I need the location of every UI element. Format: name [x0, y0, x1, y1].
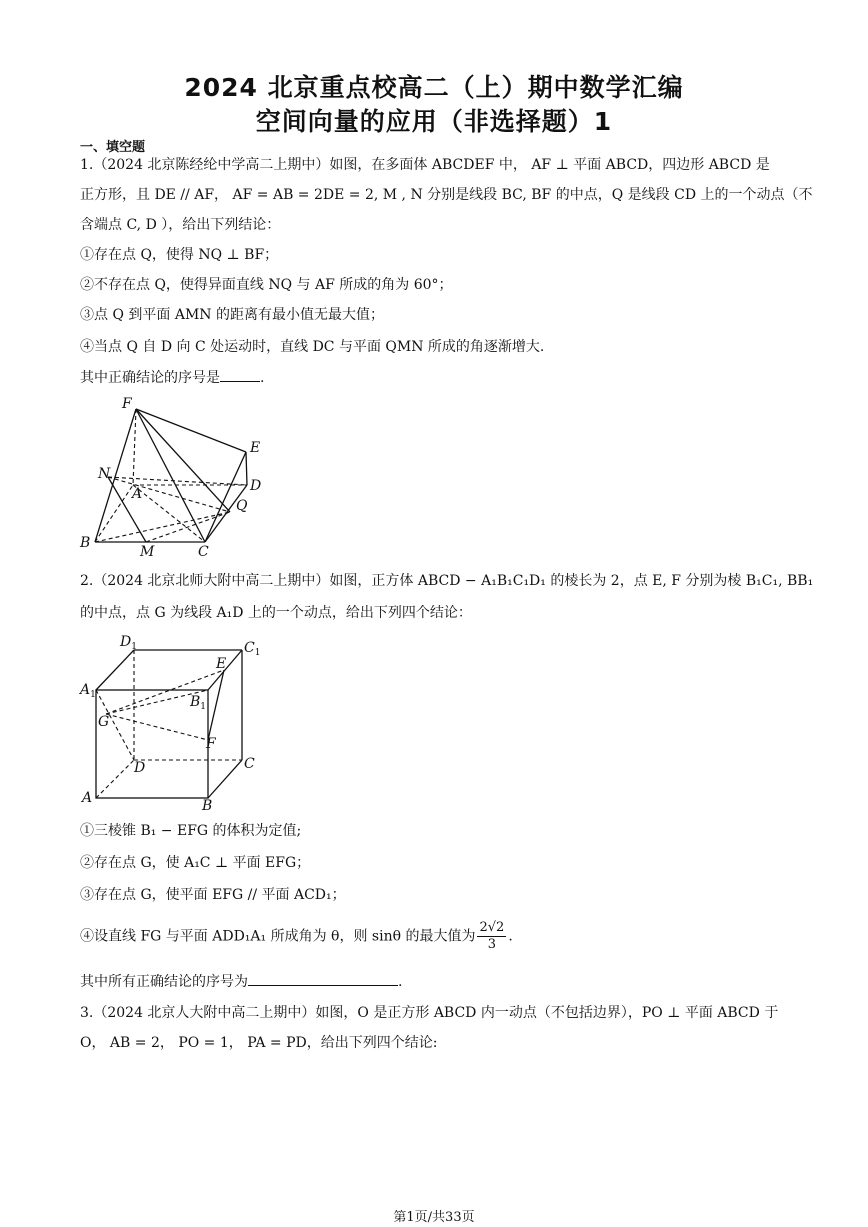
label-Q: Q [236, 498, 248, 514]
q1-line1: 1.（2024 北京陈经纶中学高二上期中）如图，在多面体 ABCDEF 中， AF ⊥ 平面 ABCD，四边形 ABCD 是 [80, 157, 770, 173]
q2-ask-text: 其中所有正确结论的序号为 [80, 974, 248, 990]
label-E: E [216, 656, 227, 672]
label-D: D [134, 760, 146, 776]
label-C: C [198, 544, 209, 560]
label-N: N [98, 466, 111, 482]
answer-blank [248, 972, 398, 986]
label-A: A [82, 790, 93, 806]
label-C1: $C_1$ [244, 640, 261, 658]
q2-line2: 的中点，点 G 为线段 A₁D 上的一个动点，给出下列四个结论： [80, 605, 472, 621]
label-C: C [244, 756, 255, 772]
fraction [477, 920, 506, 953]
q3-line1: 3.（2024 北京人大附中高二上期中）如图，O 是正方形 ABCD 内一动点（不包括边界），PO ⊥ 平面 ABCD 于 [80, 1005, 779, 1021]
label-F: F [206, 736, 216, 752]
q3-line2: O， AB = 2， PO = 1， PA = PD，给出下列四个结论: [80, 1035, 438, 1051]
label-M: M [140, 544, 155, 560]
label-F: F [122, 396, 132, 412]
q1-line3: 含端点 C, D ），给出下列结论： [80, 217, 281, 233]
q2-item4-text: ④设直线 FG 与平面 ADD₁A₁ 所成角为 θ，则 sinθ 的最大值为 [80, 928, 476, 945]
label-B: B [202, 798, 213, 814]
q2-item2: ②存在点 G，使 A₁C ⊥ 平面 EFG； [80, 855, 311, 871]
document-title-line1: 2024 北京重点校高二（上）期中数学汇编 [184, 73, 684, 102]
label-A1: $A_1$ [80, 682, 96, 700]
q1-ask-text: 其中正确结论的序号是 [80, 370, 220, 386]
label-B: B [80, 535, 91, 551]
label-B1: $B_1$ [190, 694, 207, 712]
q1-ask [80, 368, 264, 387]
fraction-numerator: 2√2 [479, 920, 505, 935]
label-A: A [132, 486, 143, 502]
q2-cube-figure [78, 630, 268, 815]
q2-ask-end: . [398, 974, 403, 990]
q1-ask-end: . [260, 370, 265, 386]
q2-ask [80, 972, 402, 991]
q1-item4: ④当点 Q 自 D 向 C 处运动时，直线 DC 与平面 QMN 所成的角逐渐增大. [80, 339, 545, 355]
document-title-line2: 空间向量的应用（非选择题）1 [255, 107, 613, 136]
q2-item4 [80, 920, 513, 953]
label-G: G [98, 714, 110, 730]
q2-item3: ③存在点 G，使平面 EFG // 平面 ACD₁； [80, 887, 346, 903]
label-E: E [250, 440, 261, 456]
answer-blank [220, 368, 260, 382]
page-number: 第1页/共33页 [393, 1210, 475, 1225]
q1-polyhedron-figure [78, 392, 278, 562]
q2-line1: 2.（2024 北京北师大附中高二上期中）如图，正方体 ABCD − A₁B₁C₁D₁ 的棱长为 2，点 E, F 分别为棱 B₁C₁, BB₁ [80, 573, 814, 589]
section-heading: 一、填空题 [80, 140, 146, 155]
q1-item2: ②不存在点 Q，使得异面直线 NQ 与 AF 所成的角为 60°； [80, 277, 453, 293]
q1-item3: ③点 Q 到平面 AMN 的距离有最小值无最大值； [80, 307, 384, 323]
fraction-denominator: 3 [487, 937, 497, 952]
label-D1: $D_1$ [120, 634, 137, 652]
q2-item4-end: . [508, 928, 513, 945]
q1-item1: ①存在点 Q，使得 NQ ⊥ BF； [80, 247, 279, 263]
q1-line2: 正方形，且 DE // AF， AF = AB = 2DE = 2, M , N 分别是线段 BC, BF 的中点，Q 是线段 CD 上的一个动点（不 [80, 187, 813, 203]
label-D: D [250, 478, 262, 494]
q2-item1: ①三棱锥 B₁ − EFG 的体积为定值; [80, 823, 302, 839]
